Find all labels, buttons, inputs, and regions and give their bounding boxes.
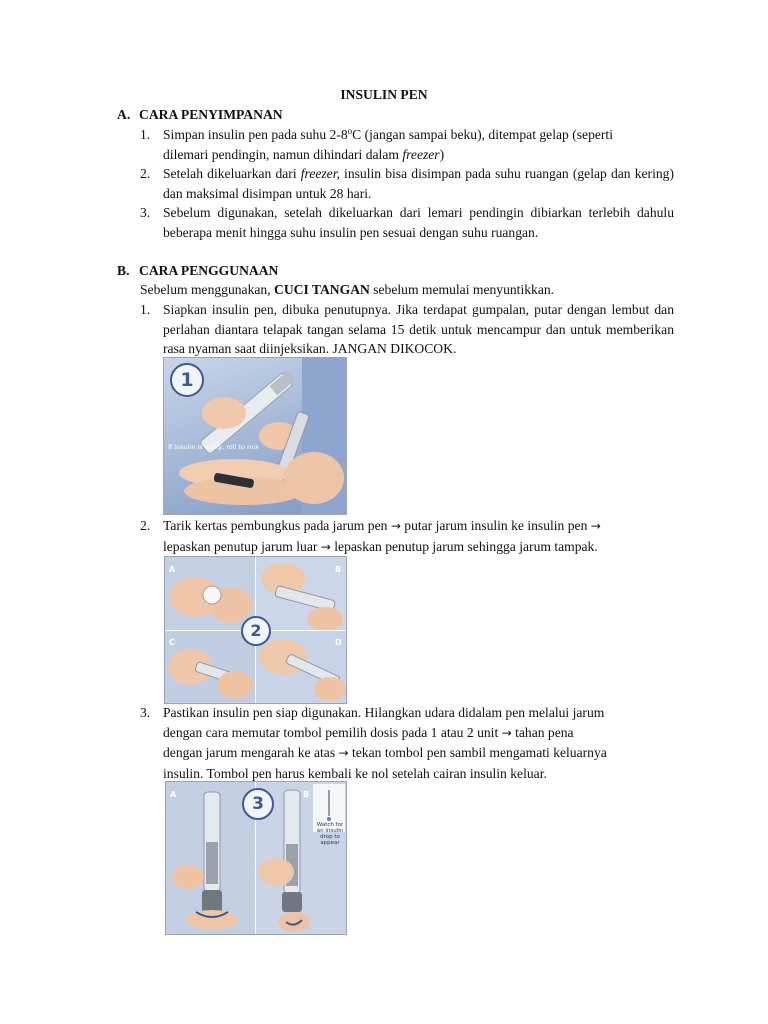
arrow-icon: → [320,539,331,554]
panel-label-a: A [169,565,176,574]
figure-2-needle-attach-photo [164,556,347,704]
figure-3-prime-pen-photo [165,781,347,935]
section-a-title: CARA PENYIMPANAN [139,107,283,122]
step-1-badge: 1 [170,363,204,397]
arrow-icon: → [390,519,401,533]
page-title: INSULIN PEN [340,87,428,102]
section-b-item-3 [140,703,674,783]
section-b-item-1 [140,300,674,359]
figure-1-roll-pen-photo [163,357,347,515]
item-number: 1. [140,127,151,142]
item-number: 3. [140,705,151,720]
section-a-item-1 [140,125,674,164]
panel-label-b: B [335,565,342,574]
arrow-icon: → [590,519,601,533]
panel-label-a: A [170,790,177,799]
step-2-badge: 2 [241,616,271,646]
item-text: Sebelum digunakan, setelah dikeluarkan dari lemari pendingin dibiarkan terlebih dahulu beberapa menit hingga suhu insulin pen sesuai dengan suhu ruangan. [163,205,674,240]
section-b-heading [117,261,278,281]
item-text: Siapkan insulin pen, dibuka penutupnya. Jika terdapat gumpalan, putar dengan lembut dan perlahan diantara telapak tangan selama 15 detik untuk mencampur dan untuk memberikan rasa nyaman saat diinjeksikan. JANGAN DIKOCOK. [163,302,674,356]
item-text: Tarik kertas pembungkus pada jarum pen → putar jarum insulin ke insulin pen → lepaskan penutup jarum luar → lepaskan penutup jarum sehingga jarum tampak. [163,518,601,554]
arrow-icon: → [338,746,349,760]
figure-3-note: Watch for an insulin drop to appear [316,822,344,846]
panel-label-d: D [335,638,342,647]
item-number: 2. [140,166,151,181]
step-3-badge: 3 [242,788,274,820]
panel-label-c: C [169,638,175,647]
item-number: 1. [140,302,151,317]
section-a-letter: A. [117,107,131,122]
item-text: Setelah dikeluarkan dari freezer, insulin bisa disimpan pada suhu ruangan (gelap dan kering) dan maksimal disimpan untuk 28 hari. [163,166,674,201]
section-b-item-2 [140,516,674,557]
section-b-letter: B. [117,263,130,278]
section-a-item-2 [140,164,674,203]
wash-hands-emphasis: CUCI TANGAN [274,282,370,297]
item-text: Simpan insulin pen pada suhu 2-8$^o$C (jangan sampai beku), ditempat gelap (seperti dilemari pendingin, namun dihindari dalam freezer) [163,126,613,162]
section-b-title: CARA PENGGUNAAN [139,263,279,278]
item-number: 2. [140,518,151,533]
item-text: Pastikan insulin pen siap digunakan. Hilangkan udara didalam pen melalui jarum dengan cara memutar tombol pemilih dosis pada 1 atau 2 unit → tahan pena dengan jarum mengarah ke atas → tekan tombol pen sambil mengamati keluarnya insulin. Tombol pen harus kembali ke nol setelah cairan insulin keluar. [163,705,607,781]
figure-1-caption: If insulin is milky, roll to mix [168,443,259,451]
item-number: 3. [140,205,151,220]
panel-label-b: B [303,790,310,799]
arrow-icon: → [501,725,512,740]
section-b-intro: Sebelum menggunakan, CUCI TANGAN sebelum memulai menyuntikkan. [140,282,555,297]
section-a-item-3 [140,203,674,242]
section-a-heading [117,105,283,125]
